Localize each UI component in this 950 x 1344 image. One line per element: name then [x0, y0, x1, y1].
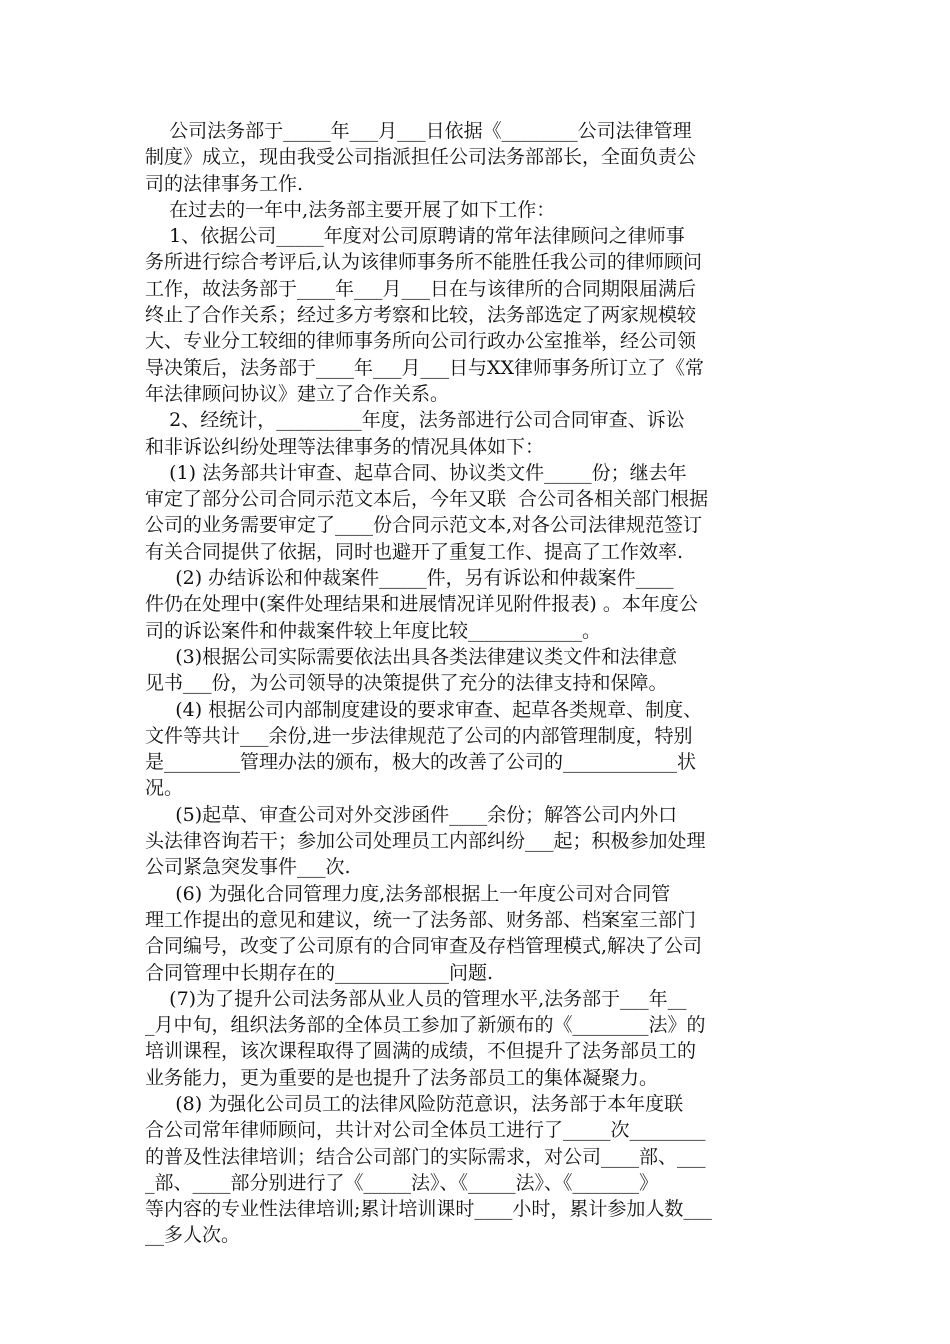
- text-line: 年法律顾问协议》建立了合作关系。: [145, 382, 450, 405]
- text-line: (5)起草、审查公司对外交涉函件____余份；解答公司内外口: [145, 803, 678, 826]
- text-line: 头法律咨询若干；参加公司处理员工内部纠纷___起；积极参加处理: [145, 830, 706, 853]
- text-line: 司的法律事务工作.: [145, 172, 304, 195]
- text-line: 有关合同提供了依据，同时也避开了重复工作、提高了工作效率.: [145, 540, 684, 563]
- text-line: 合公司常年律师顾问，共计对公司全体员工进行了_____次________: [145, 1119, 706, 1142]
- text-line: 终止了合作关系；经过多方考察和比较，法务部选定了两家规模较: [145, 304, 697, 327]
- text-line: 合同管理中长期存在的____________问题.: [145, 961, 494, 984]
- text-line: 的普及性法律培训；结合公司部门的实际需求，对公司____部、___: [145, 1145, 706, 1168]
- text-line: 制度》成立，现由我受公司指派担任公司法务部部长，全面负责公: [145, 146, 697, 169]
- text-line: 理工作提出的意见和建议，统一了法务部、财务部、档案室三部门: [145, 908, 697, 931]
- text-line: 公司的业务需要审定了____份合同示范文本,对各公司法律规范签订: [145, 514, 703, 537]
- text-line: 大、专业分工较细的律师事务所向公司行政办公室推举，经公司领: [145, 330, 697, 353]
- document-body: [145, 118, 810, 1249]
- text-line: (8) 为强化公司员工的法律风险防范意识，法务部于本年度联: [145, 1092, 684, 1115]
- text-line: 务所进行综合考评后,认为该律师事务所不能胜任我公司的律师顾问: [145, 251, 703, 274]
- text-line: 况。: [145, 777, 184, 800]
- text-line: __多人次。: [145, 1224, 241, 1247]
- text-line: (7)为了提升公司法务部从业人员的管理水平,法务部于___年__: [145, 987, 687, 1010]
- text-line: 文件等共计___余份,进一步法律规范了公司的内部管理制度，特别: [145, 724, 693, 747]
- text-line: 等内容的专业性法律培训;累计培训课时____小时，累计参加人数___: [145, 1198, 712, 1221]
- text-line: 在过去的一年中,法务部主要开展了如下工作：: [145, 198, 556, 221]
- text-line: 2、经统计，_________年度，法务部进行公司合同审查、诉讼: [145, 409, 685, 432]
- text-line: _月中旬，组织法务部的全体员工参加了新颁布的《________法》的: [145, 1014, 706, 1037]
- text-line: (3)根据公司实际需要依法出具各类法律建议类文件和法律意: [145, 645, 678, 668]
- text-line: 审定了部分公司合同示范文本后，今年又联 合公司各相关部门根据: [145, 488, 709, 511]
- text-line: 工作，故法务部于____年___月___日在与该律所的合同期限届满后: [145, 277, 697, 300]
- text-line: 1、依据公司_____年度对公司原聘请的常年法律顾问之律师事: [145, 225, 685, 248]
- text-line: 见书___份，为公司领导的决策提供了充分的法律支持和保障。: [145, 672, 668, 695]
- text-line: 公司紧急突发事件___次.: [145, 856, 351, 879]
- text-line: (1) 法务部共计审查、起草合同、协议类文件_____份；继去年: [145, 461, 687, 484]
- text-line: 培训课程，该次课程取得了圆满的成绩，不但提升了法务部员工的: [145, 1040, 697, 1063]
- text-line: 是________管理办法的颁布，极大的改善了公司的____________状: [145, 751, 697, 774]
- text-line: 导决策后，法务部于____年___月___日与XX律师事务所订立了《常: [145, 356, 705, 379]
- text-line: 合同编号，改变了公司原有的合同审查及存档管理模式,解决了公司: [145, 935, 703, 958]
- text-line: (4) 根据公司内部制度建设的要求审查、起草各类规章、制度、: [145, 698, 703, 721]
- text-line: 件仍在处理中(案件处理结果和进展情况详见附件报表) 。本年度公: [145, 593, 698, 616]
- text-line: 司的诉讼案件和仲裁案件较上年度比较____________。: [145, 619, 602, 642]
- text-line: 业务能力，更为重要的是也提升了法务部员工的集体凝聚力。: [145, 1066, 659, 1089]
- text-line: _部、____部分别进行了《_____法》、《_____法》、《_______》: [145, 1171, 659, 1194]
- text-line: (6) 为强化合同管理力度,法务部根据上一年度公司对合同管: [145, 882, 671, 905]
- text-line: (2) 办结诉讼和仲裁案件_____件，另有诉讼和仲裁案件____: [145, 567, 674, 590]
- text-line: 公司法务部于_____年___月___日依据《________公司法律管理: [145, 120, 692, 142]
- text-line: 和非诉讼纠纷处理等法律事务的情况具体如下：: [145, 435, 545, 458]
